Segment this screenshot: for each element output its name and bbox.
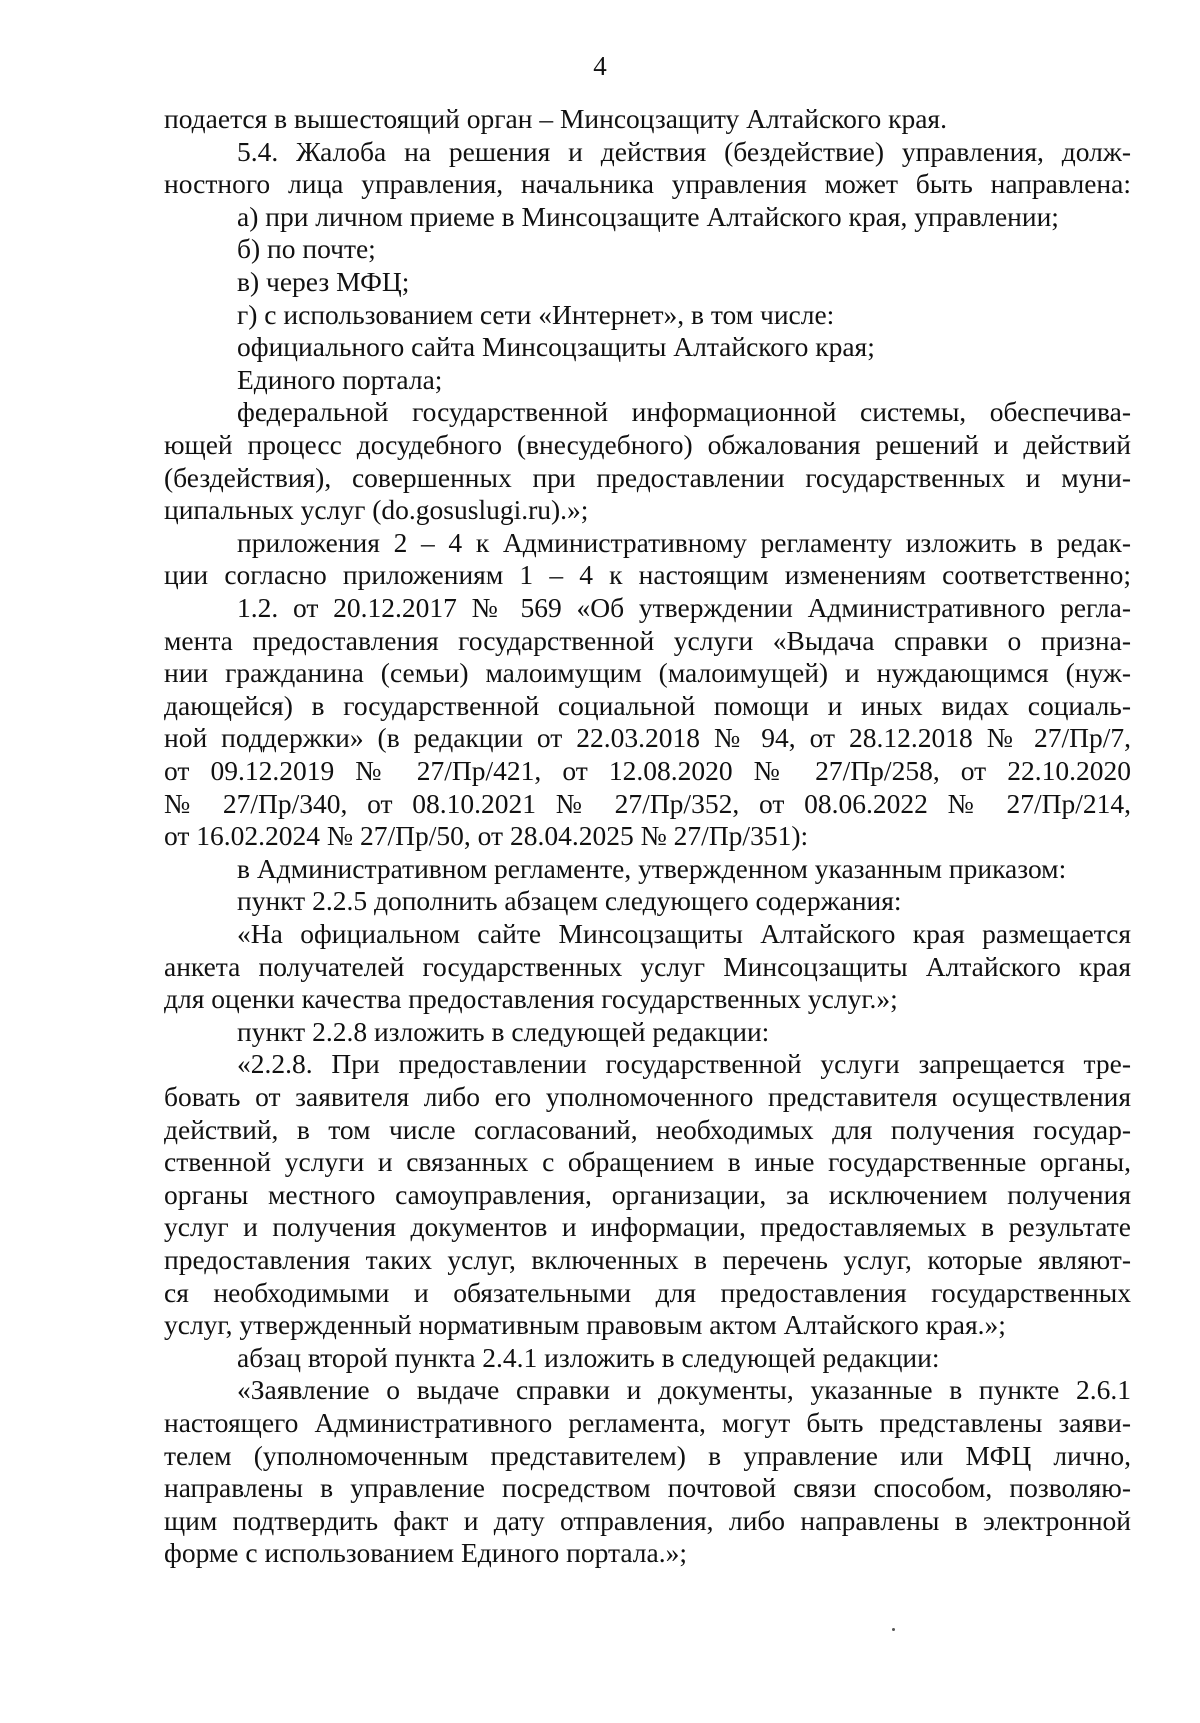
text-line: предоставления таких услуг, включенных в перечень услуг, которые являют- (164, 1244, 1131, 1275)
text-line: мента предоставления государственной услуги «Выдача справки о призна- (164, 624, 1131, 656)
text-line: дающейся) в государственной социальной помощи и иных видах социаль- (164, 689, 1131, 721)
text-line: пункт 2.2.8 изложить в следующей редакции: (237, 1015, 770, 1047)
text-line: ципальных услуг (do.gosuslugi.ru).»; (164, 494, 589, 526)
text-line: «Заявление о выдаче справки и документы, указанные в пункте 2.6.1 (237, 1374, 1131, 1406)
text-line: нии гражданина (семьи) малоимущим (малоимущей) и нуждающимся (нуж- (164, 657, 1131, 689)
text-line: от 09.12.2019 № 27/Пр/421, от 12.08.2020 № 27/Пр/258, от 22.10.2020 (164, 755, 1131, 786)
text-line: официального сайта Минсоцзащиты Алтайского края; (237, 331, 875, 363)
text-line: ции согласно приложениям 1 – 4 к настоящим изменениям соответственно; (164, 559, 1131, 591)
text-line: (бездействия), совершенных при предоставлении государственных и муни- (164, 461, 1131, 493)
text-line: для оценки качества предоставления государственных услуг.»; (164, 983, 898, 1015)
page-number: 4 (593, 51, 607, 81)
text-line: г) с использованием сети «Интернет», в том числе: (237, 298, 835, 330)
text-line: щим подтвердить факт и дату отправления, либо направлены в электронной (164, 1504, 1131, 1536)
text-line: ющей процесс досудебного (внесудебного) обжалования решений и действий (164, 429, 1131, 460)
text-line: настоящего Административного регламента, могут быть представлены заяви- (164, 1407, 1131, 1438)
scan-speck (892, 1628, 895, 1631)
text-line: федеральной государственной информационной системы, обеспечива- (237, 396, 1131, 428)
text-line: пункт 2.2.5 дополнить абзацем следующего содержания: (237, 885, 902, 917)
text-line: органы местного самоуправления, организации, за исключением получения (164, 1178, 1131, 1210)
text-line: телем (уполномоченным представителем) в управление или МФЦ лично, (164, 1439, 1131, 1471)
text-line: «На официальном сайте Минсоцзащиты Алтайского края размещается (237, 918, 1131, 949)
text-line: б) по почте; (237, 233, 376, 265)
text-line: а) при личном приеме в Минсоцзащите Алтайского края, управлении; (237, 200, 1059, 232)
text-line: анкета получателей государственных услуг Минсоцзащиты Алтайского края (164, 950, 1131, 982)
text-line: «2.2.8. При предоставлении государственной услуги запрещается тре- (237, 1048, 1131, 1080)
text-line: ственной услуги и связанных с обращением в иные государственные органы, (164, 1146, 1131, 1178)
text-line: приложения 2 – 4 к Административному регламенту изложить в редак- (237, 526, 1131, 558)
text-line: абзац второй пункта 2.4.1 изложить в следующей редакции: (237, 1341, 940, 1373)
text-line: Единого портала; (237, 363, 443, 395)
text-line: ной поддержки» (в редакции от 22.03.2018 № 94, от 28.12.2018 № 27/Пр/7, (164, 722, 1131, 754)
text-line: в Административном регламенте, утвержденном указанным приказом: (237, 852, 1067, 884)
text-line: ся необходимыми и обязательными для предоставления государственных (164, 1276, 1131, 1308)
text-line: подается в вышестоящий орган – Минсоцзащиту Алтайского края. (164, 103, 947, 134)
text-line: услуг, утвержденный нормативным правовым актом Алтайского края.»; (164, 1309, 1006, 1341)
text-line: действий, в том числе согласований, необходимых для получения государ- (164, 1113, 1131, 1145)
text-line: от 16.02.2024 № 27/Пр/50, от 28.04.2025 № 27/Пр/351): (164, 820, 809, 852)
text-line: направлены в управление посредством почтовой связи способом, позволяю- (164, 1472, 1131, 1504)
text-line: бовать от заявителя либо его уполномоченного представителя осуществления (164, 1081, 1131, 1112)
text-line: № 27/Пр/340, от 08.10.2021 № 27/Пр/352, от 08.06.2022 № 27/Пр/214, (164, 787, 1131, 819)
text-line: 5.4. Жалоба на решения и действия (бездействие) управления, долж- (237, 135, 1131, 167)
text-line: 1.2. от 20.12.2017 № 569 «Об утверждении Административного регла- (237, 592, 1131, 623)
text-line: в) через МФЦ; (237, 266, 410, 297)
text-line: ностного лица управления, начальника управления может быть направлена: (164, 168, 1131, 200)
text-line: форме с использованием Единого портала.»; (164, 1537, 687, 1569)
text-line: услуг и получения документов и информации, предоставляемых в результате (164, 1211, 1131, 1243)
